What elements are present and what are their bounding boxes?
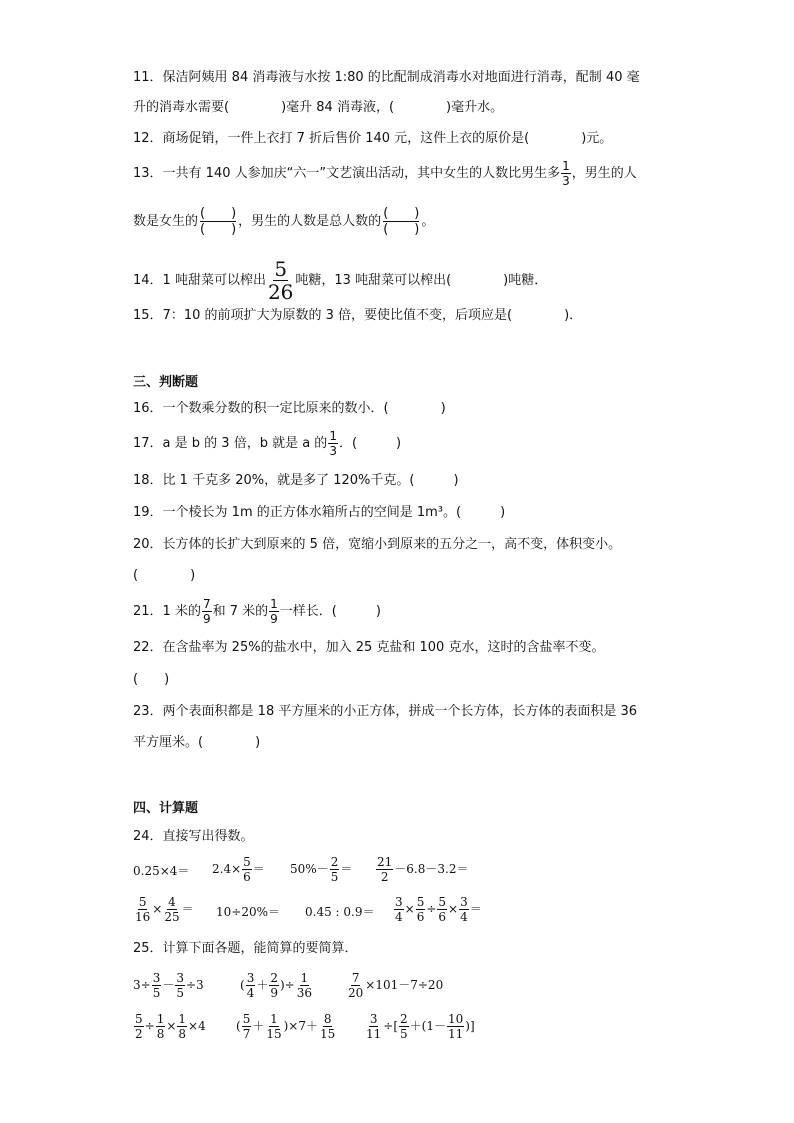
fraction-numerator: 5 (416, 895, 425, 909)
q13-line2 (133, 207, 434, 236)
fraction (156, 1013, 166, 1040)
q13-fraction (561, 160, 571, 187)
fraction-numerator: 5 (438, 895, 447, 909)
q20-line2: ( ) (133, 568, 196, 583)
fraction-denominator: 4 (395, 910, 403, 924)
operator: ＋ (256, 978, 269, 992)
fraction-numerator: 8 (323, 1012, 332, 1026)
expr-text: ＋(1－ (409, 1019, 446, 1033)
fraction (447, 1013, 464, 1040)
operator: × (404, 902, 415, 916)
q13-text-e: 。 (421, 214, 435, 229)
fraction (269, 972, 279, 999)
q24-expr-7: 0.45 : 0.9＝ (305, 905, 375, 919)
q24-title: 24．直接写出得数。 (133, 829, 254, 844)
fraction-numerator: 7 (202, 597, 211, 611)
fraction-numerator: 3 (395, 895, 403, 909)
q19: 19．一个棱长为 1m 的正方体水箱所占的空间是 1m³。( ) (133, 505, 506, 520)
q25-expr-b (240, 972, 314, 999)
fraction-denominator: 5 (330, 870, 339, 884)
section-title-calculation: 四、计算题 (133, 801, 199, 816)
fraction-denominator: 20 (348, 986, 364, 1000)
fraction-denominator: 15 (320, 1027, 336, 1041)
fraction (330, 856, 340, 883)
fraction-denominator: 2 (135, 1027, 143, 1041)
fraction-denominator: 16 (135, 910, 151, 924)
fraction-denominator: 3 (329, 444, 337, 458)
fraction-denominator: 8 (178, 1027, 187, 1041)
fraction-denominator: 6 (438, 910, 447, 924)
q21-text-a: 21．1 米的 (133, 604, 201, 619)
q13-text-b: ，男生的人 (571, 166, 637, 181)
fraction (177, 1013, 187, 1040)
fraction (347, 972, 364, 999)
expr-text: ＝ (252, 862, 265, 876)
fraction (399, 1013, 409, 1040)
expr-text: ÷[ (383, 1019, 399, 1033)
q13-text-a: 13．一共有 140 人参加庆“六一”文艺演出活动，其中女生的人数比男生多 (133, 166, 561, 181)
q25-expr-e (236, 1013, 337, 1040)
fraction-denominator: 2 (380, 870, 389, 884)
q14-fraction (267, 259, 294, 302)
expr-text: ＝ (340, 862, 353, 876)
fraction-denominator: 25 (164, 910, 180, 924)
fraction-numerator: 5 (242, 1012, 251, 1026)
q24-expr-3 (290, 856, 352, 883)
fraction-numerator: 1 (329, 429, 337, 443)
fraction-numerator: 3 (246, 971, 255, 985)
expr-text: 3÷ (133, 978, 151, 992)
expr-text: )÷ (279, 978, 295, 992)
q13-blank-fraction-2[interactable] (383, 207, 419, 236)
expr-text: ＝ (469, 902, 482, 916)
q23-line1: 23．两个表面积都是 18 平方厘米的小正方体，拼成一个长方体，长方体的表面积是 36 (133, 704, 638, 719)
q13-blank-fraction-1[interactable] (200, 207, 236, 236)
blank-denominator: ( ) (200, 222, 237, 237)
q14-text-b: 吨糖，13 吨甜菜可以榨出( )吨糖． (295, 273, 548, 288)
fraction-numerator: 1 (178, 1012, 187, 1026)
fraction (365, 1013, 382, 1040)
q24-expr-5 (133, 896, 194, 923)
q22-line1: 22．在含盐率为 25%的盐水中，加入 25 克盐和 100 克水，这时的含盐率不变。 (133, 640, 605, 655)
fraction-denominator: 9 (202, 612, 211, 626)
fraction-numerator: 2 (400, 1012, 408, 1026)
fraction (242, 856, 252, 883)
q24-expr-1: 0.25×4＝ (133, 864, 190, 878)
fraction (376, 856, 393, 883)
fraction (242, 1013, 252, 1040)
q16: 16．一个数乘分数的积一定比原来的数小．( ) (133, 401, 446, 416)
q23-line2: 平方厘米。( ) (133, 735, 261, 750)
fraction-numerator: 7 (351, 971, 360, 985)
fraction-numerator: 5 (138, 895, 147, 909)
fraction-numerator: 5 (135, 1012, 143, 1026)
fraction-numerator: 4 (168, 895, 176, 909)
fraction (296, 972, 313, 999)
fraction-numerator: 5 (243, 855, 251, 869)
q24-expr-6: 10÷20%＝ (216, 905, 280, 919)
q25-expr-d (133, 1013, 206, 1040)
expr-text: ×4 (188, 1019, 206, 1033)
fraction-denominator: 6 (416, 910, 425, 924)
fraction-numerator: 3 (460, 895, 468, 909)
fraction-numerator: 21 (377, 855, 393, 869)
q13-text-c: 数是女生的 (133, 214, 199, 229)
q17-fraction (328, 430, 338, 457)
q18: 18．比 1 千克多 20%，就是多了 120%千克。( ) (133, 473, 459, 488)
fraction-denominator: 5 (176, 986, 184, 1000)
q14 (133, 259, 547, 302)
expr-text: 2.4× (212, 862, 242, 876)
q24-expr-4 (375, 856, 468, 883)
fraction-numerator: 3 (152, 971, 161, 985)
fraction-denominator: 9 (270, 612, 278, 626)
fraction-denominator: 4 (246, 986, 255, 1000)
fraction (134, 896, 151, 923)
q14-text-a: 14．1 吨甜菜可以榨出 (133, 273, 266, 288)
q21-fraction-2 (269, 598, 279, 625)
fraction-denominator: 5 (152, 986, 161, 1000)
fraction (163, 896, 180, 923)
fraction-numerator: 2 (270, 971, 278, 985)
fraction (175, 972, 185, 999)
q17 (133, 430, 401, 457)
q25-expr-f (364, 1013, 475, 1040)
fraction (319, 1013, 336, 1040)
expr-text: ( (236, 1019, 241, 1033)
q24-expr-8 (393, 896, 482, 923)
expr-text: ( (240, 978, 245, 992)
blank-numerator: ( ) (200, 206, 237, 221)
q21-fraction-1 (202, 598, 212, 625)
fraction-denominator: 5 (400, 1027, 408, 1041)
q11-line2: 升的消毒水需要( )毫升 84 消毒液，( )毫升水。 (133, 100, 504, 115)
fraction (437, 896, 447, 923)
fraction-numerator: 1 (270, 597, 278, 611)
q22-line2: ( ) (133, 672, 170, 687)
q17-text-b: ．( ) (338, 436, 402, 451)
q25-title: 25．计算下面各题，能简算的要简算． (133, 941, 358, 956)
expr-text: )] (465, 1019, 475, 1033)
expr-text: ＝ (181, 902, 194, 916)
section-title-judgement: 三、判断题 (133, 375, 199, 390)
q21 (133, 598, 381, 625)
fraction-numerator: 1 (300, 971, 309, 985)
fraction-denominator: 8 (156, 1027, 165, 1041)
fraction (416, 896, 426, 923)
blank-denominator: ( ) (383, 222, 420, 237)
fraction (134, 1013, 144, 1040)
fraction-numerator: 10 (448, 1012, 464, 1026)
q21-text-c: 一样长．( ) (279, 604, 381, 619)
fraction-numerator: 5 (274, 257, 288, 281)
fraction-denominator: 26 (267, 280, 294, 304)
fraction-denominator: 11 (448, 1027, 464, 1041)
q25-expr-a (133, 972, 204, 999)
operator: － (162, 978, 175, 992)
fraction-denominator: 4 (460, 910, 468, 924)
fraction (459, 896, 469, 923)
fraction-numerator: 2 (330, 855, 339, 869)
fraction-denominator: 9 (270, 986, 278, 1000)
q20-line1: 20．长方体的长扩大到原来的 5 倍，宽缩小到原来的五分之一，高不变，体积变小。 (133, 537, 622, 552)
fraction-numerator: 1 (270, 1012, 278, 1026)
operator: × (166, 1019, 177, 1033)
q25-expr-c (346, 972, 443, 999)
expr-text: )×7＋ (283, 1019, 318, 1033)
operator: ＋ (252, 1019, 265, 1033)
expr-text: ÷3 (186, 978, 204, 992)
q24-expr-2 (212, 856, 265, 883)
fraction-denominator: 6 (243, 870, 251, 884)
fraction-denominator: 3 (562, 174, 570, 188)
blank-numerator: ( ) (383, 206, 420, 221)
fraction (265, 1013, 282, 1040)
fraction-numerator: 3 (176, 971, 184, 985)
q12: 12．商场促销，一件上衣打 7 折后售价 140 元，这件上衣的原价是( )元。 (133, 131, 613, 146)
operator: ÷ (426, 902, 437, 916)
fraction (152, 972, 162, 999)
expr-text: ×101－7÷20 (365, 978, 444, 992)
fraction (394, 896, 404, 923)
q15: 15．7：10 的前项扩大为原数的 3 倍，要使比值不变，后项应是( )． (133, 308, 583, 323)
expr-text: －6.8－3.2＝ (394, 862, 469, 876)
q11-line1: 11．保洁阿姨用 84 消毒液与水按 1:80 的比配制成消毒水对地面进行消毒，配制 40 毫 (133, 70, 640, 85)
q13-line1 (133, 160, 637, 187)
fraction-denominator: 11 (366, 1027, 382, 1041)
q21-text-b: 和 7 米的 (212, 604, 269, 619)
operator: × (448, 902, 459, 916)
fraction (246, 972, 256, 999)
operator: × (152, 902, 163, 916)
q13-text-d: ，男生的人数是总人数的 (238, 214, 382, 229)
fraction-numerator: 1 (562, 159, 570, 173)
fraction-denominator: 36 (296, 986, 313, 1000)
fraction-numerator: 1 (156, 1012, 165, 1026)
fraction-denominator: 7 (242, 1027, 251, 1041)
operator: ÷ (144, 1019, 155, 1033)
expr-text: 50%－ (290, 862, 329, 876)
fraction-numerator: 3 (369, 1012, 378, 1026)
fraction-denominator: 15 (266, 1027, 282, 1041)
q17-text-a: 17．a 是 b 的 3 倍，b 就是 a 的 (133, 436, 328, 451)
